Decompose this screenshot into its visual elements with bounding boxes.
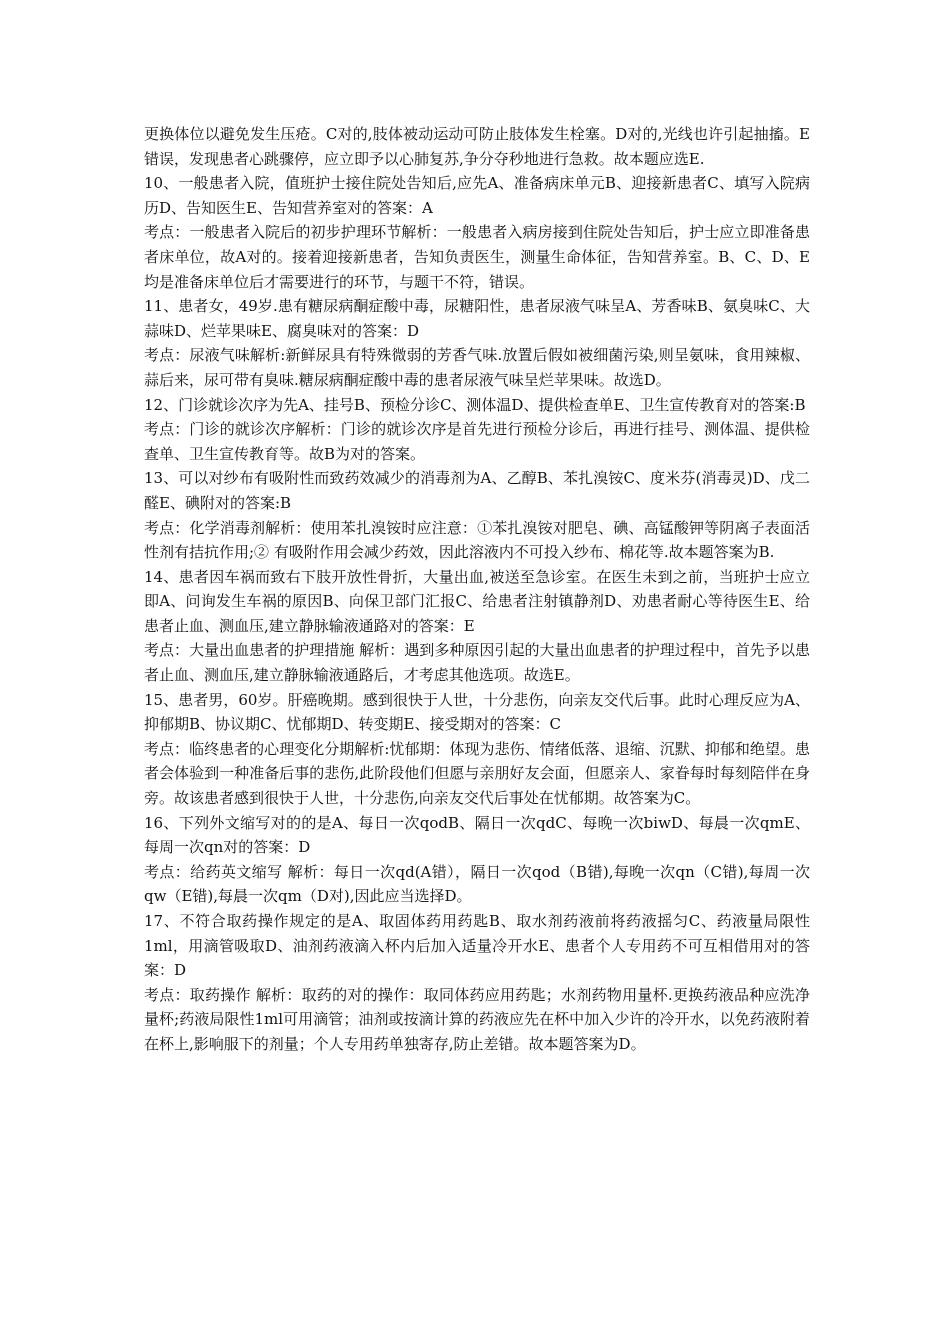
question-15: 15、患者男，60岁。肝癌晚期。感到很快于人世，十分悲伤，向亲友交代后事。此时心理反应为A、抑郁期B、协议期C、忧郁期D、转变期E、接受期对的答案：C bbox=[144, 690, 810, 734]
explanation-15: 考点：临终患者的心理变化分期解析:忧郁期：体现为悲伤、情绪低落、退缩、沉默、抑郁和绝望。患者会体验到一种准备后事的悲伤,此阶段他们但愿与亲朋好友会面，但愿亲人、家眷每时每刻陪伴在身旁。故该患者感到很快于人世，十分悲伤,向亲友交代后事处在忧郁期。故答案为C。 bbox=[144, 739, 810, 808]
question-14: 14、患者因车祸而致右下肢开放性骨折，大量出血,被送至急诊室。在医生未到之前，当班护士应立即A、问询发生车祸的原因B、向保卫部门汇报C、给患者注射镇静剂D、劝患者耐心等待医生E、给患者止血、测血压,建立静脉输液通路对的答案：E bbox=[144, 567, 810, 635]
question-17: 17、不符合取药操作规定的是A、取固体药用药匙B、取水剂药液前将药液摇匀C、药液量局限性1ml，用滴管吸取D、油剂药液滴入杯内后加入适量冷开水E、患者个人专用药不可互相借用对的答案：D bbox=[144, 912, 810, 980]
question-13: 13、可以对纱布有吸附性而致药效减少的消毒剂为A、乙醇B、苯扎溴铵C、度米芬(消毒灵)D、戊二醛E、碘附对的答案:B bbox=[144, 469, 810, 512]
explanation-17: 考点：取药操作 解析：取药的对的操作：取同体药应用药匙；水剂药物用量杯.更换药液品种应洗净量杯;药液局限性1ml可用滴管；油剂或按滴计算的药液应先在杯中加入少许的冷开水，以免药液附着在杯上,影响服下的剂量；个人专用药单独寄存,防止差错。故本题答案为D。 bbox=[144, 985, 810, 1053]
question-16: 16、下列外文缩写对的的是A、每日一次qodB、隔日一次qdC、每晚一次biwD、每晨一次qmE、每周一次qn对的答案：D bbox=[144, 813, 810, 857]
explanation-10: 考点：一般患者入院后的初步护理环节解析：一般患者入病房接到住院处告知后，护士应立即准备患者床单位，故A对的。接着迎接新患者，告知负责医生，测量生命体征，告知营养室。B、C、D、E均是准备床单位后才需要进行的环节，与题干不符，错误。 bbox=[144, 223, 810, 291]
explanation-13: 考点：化学消毒剂解析：使用苯扎溴铵时应注意：①苯扎溴铵对肥皂、碘、高锰酸钾等阴离子表面活性剂有拮抗作用;② 有吸附作用会减少药效，因此溶液内不可投入纱布、棉花等.故本题答案为B. bbox=[144, 518, 810, 562]
question-10: 10、一般患者入院，值班护士接住院处告知后,应先A、准备病床单元B、迎接新患者C、填写入院病历D、告知医生E、告知营养室对的答案：A bbox=[144, 174, 810, 217]
explanation-11: 考点：尿液气味解析:新鲜尿具有特殊微弱的芳香气味.放置后假如被细菌污染,则呈氨味，食用辣椒、蒜后来，尿可带有臭味.糖尿病酮症酸中毒的患者尿液气味呈烂苹果味。故选D。 bbox=[144, 346, 810, 389]
explanation-14: 考点：大量出血患者的护理措施 解析：遇到多种原因引起的大量出血患者的护理过程中，首先予以患者止血、测血压,建立静脉输液通路后，才考虑其他选项。故选E。 bbox=[144, 641, 810, 685]
explanation-16: 考点：给药英文缩写 解析：每日一次qd(A错），隔日一次qod（B错),每晚一次qn（C错),每周一次qw（E错),每晨一次qm（D对),因此应当选择D。 bbox=[144, 862, 810, 906]
question-12: 12、门诊就诊次序为先A、挂号B、预检分诊C、测体温D、提供检查单E、卫生宣传教育对的答案:B bbox=[144, 395, 806, 414]
paragraph-explanation-9-tail: 更换体位以避免发生压疮。C对的,肢体被动运动可防止肢体发生栓塞。D对的,光线也许引起抽搐。E错误，发现患者心跳骤停，应立即予以心肺复苏,争分夺秒地进行急救。故本题应选E. bbox=[144, 125, 810, 168]
document-body bbox=[144, 122, 810, 1057]
explanation-12: 考点：门诊的就诊次序解析：门诊的就诊次序是首先进行预检分诊后，再进行挂号、测体温、提供检查单、卫生宣传教育等。故B为对的答案。 bbox=[144, 420, 810, 463]
question-11: 11、患者女，49岁.患有糖尿病酮症酸中毒，尿糖阳性，患者尿液气味呈A、芳香味B、氨臭味C、大蒜味D、烂苹果味E、腐臭味对的答案：D bbox=[144, 297, 810, 340]
